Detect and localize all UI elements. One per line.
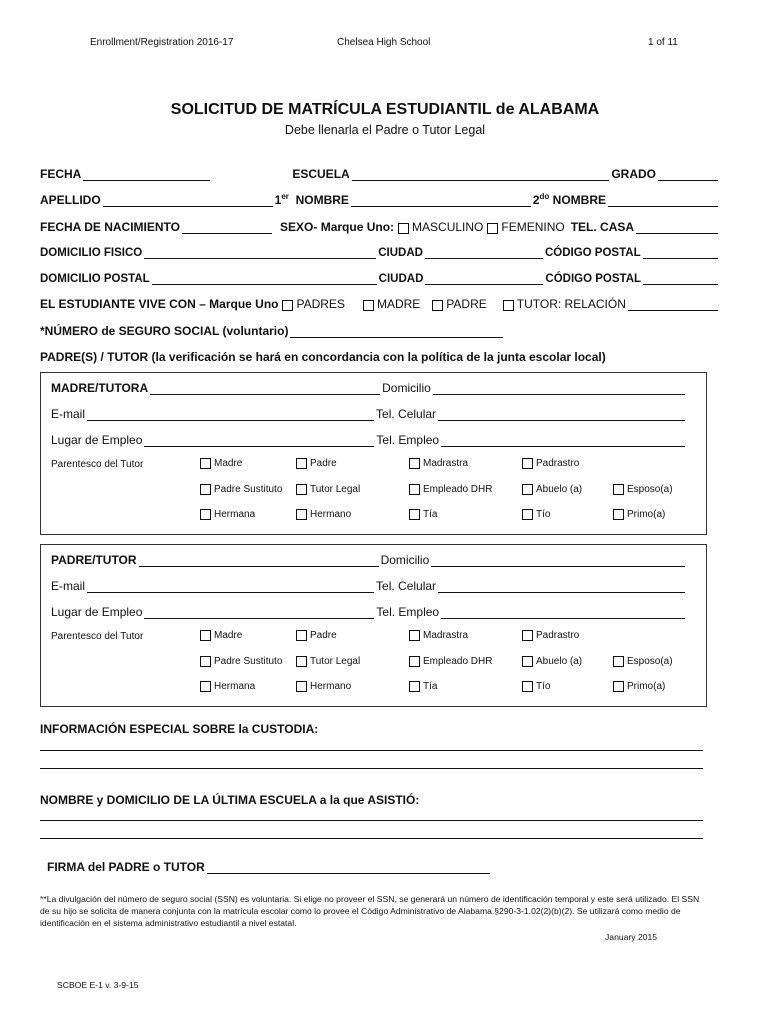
madre-email-row	[51, 405, 687, 421]
checkbox-icon[interactable]	[522, 630, 533, 641]
padre-rel-empleado-dhr[interactable]: Empleado DHR	[409, 656, 492, 667]
checkbox-icon[interactable]	[522, 458, 533, 469]
checkbox-icon[interactable]	[409, 484, 420, 495]
madre-rel-hermana[interactable]: Hermana	[200, 509, 255, 520]
grado-field[interactable]	[658, 168, 718, 181]
checkbox-icon[interactable]	[613, 681, 624, 692]
row-vive-con	[40, 295, 720, 311]
padre-rel-abuelo[interactable]: Abuelo (a)	[522, 656, 582, 667]
domicilio-postal-field[interactable]	[152, 272, 377, 285]
row-domicilio-postal	[40, 269, 720, 285]
padre-empleo-row	[51, 603, 687, 619]
madre-rel-madre[interactable]: Madre	[200, 458, 242, 469]
padre-rel-tio[interactable]: Tío	[522, 681, 550, 692]
madre-domicilio-label: Domicilio	[382, 381, 431, 395]
checkbox-icon[interactable]	[200, 630, 211, 641]
padre-empleo-field[interactable]	[144, 606, 374, 619]
domicilio-fisico-field[interactable]	[144, 246, 376, 259]
page-title: SOLICITUD DE MATRÍCULA ESTUDIANTIL de ALABAMA	[170, 101, 600, 118]
femenino-checkbox[interactable]	[487, 223, 498, 234]
padre-rel-padrastro[interactable]: Padrastro	[522, 630, 579, 641]
revision-date: January 2015	[605, 932, 658, 942]
madre-rel-padrastro[interactable]: Padrastro	[522, 458, 579, 469]
ciudad-postal-field[interactable]	[425, 272, 543, 285]
checkbox-icon[interactable]	[200, 681, 211, 692]
checkbox-icon[interactable]	[522, 681, 533, 692]
padre-celular-label: Tel. Celular	[376, 579, 437, 593]
row-domicilio-fisico	[40, 243, 720, 259]
padre-tutor-label: PADRE/TUTOR	[51, 553, 137, 567]
guardian-box-padre	[40, 544, 707, 707]
checkbox-icon[interactable]	[522, 484, 533, 495]
madre-rel-hermano[interactable]: Hermano	[296, 509, 351, 520]
segundo-nombre-field[interactable]	[608, 194, 718, 207]
tel-casa-label: TEL. CASA	[570, 220, 635, 234]
padre-domicilio-field[interactable]	[431, 554, 685, 567]
checkbox-icon[interactable]	[409, 458, 420, 469]
padres-checkbox[interactable]	[282, 300, 293, 311]
row-fecha-escuela-grado	[40, 165, 720, 181]
padre-name-row	[51, 551, 687, 567]
ciudad-postal-label: CIUDAD	[378, 273, 424, 285]
apellido-field[interactable]	[103, 194, 273, 207]
grado-label: GRADO	[611, 167, 656, 181]
checkbox-icon[interactable]	[296, 484, 307, 495]
header-school: Chelsea High School	[337, 37, 431, 48]
madre-empleo-row	[51, 431, 687, 447]
header-left: Enrollment/Registration 2016-17	[90, 37, 234, 48]
row-ssn	[40, 322, 720, 338]
tel-casa-field[interactable]	[636, 221, 718, 234]
padres-tutor-heading: PADRE(S) / TUTOR (la verificación se hará en concordancia con la política de la junta escolar local)	[40, 350, 606, 364]
checkbox-icon[interactable]	[613, 509, 624, 520]
padre-empleo-label: Lugar de Empleo	[51, 605, 143, 619]
padre-rel-primo[interactable]: Primo(a)	[613, 681, 665, 692]
codigo-postal-label: CÓDIGO POSTAL	[544, 247, 641, 259]
ultima-escuela-heading: NOMBRE y DOMICILIO DE LA ÚLTIMA ESCUELA a la que ASISTIÓ:	[40, 793, 420, 807]
padre-email-row	[51, 577, 687, 593]
sexo-label: SEXO- Marque Uno:	[280, 220, 395, 234]
row-nacimiento-sexo	[40, 218, 720, 234]
ssn-field[interactable]	[290, 325, 503, 338]
madre-empleo-label: Lugar de Empleo	[51, 433, 143, 447]
domicilio-postal-label: DOMICILIO POSTAL	[40, 273, 150, 285]
custodia-line-1[interactable]	[40, 750, 703, 751]
madre-rel-esposo[interactable]: Esposo(a)	[613, 484, 673, 495]
row-padres-tutor-heading	[40, 348, 720, 364]
madre-celular-field[interactable]	[438, 408, 685, 421]
padre-email-label: E-mail	[51, 579, 86, 593]
fecha-nacimiento-label: FECHA DE NACIMIENTO	[40, 220, 181, 234]
padre-parentesco-label: Parentesco del Tutor	[51, 631, 144, 642]
firma-row	[47, 858, 507, 874]
fecha-field[interactable]	[83, 168, 210, 181]
vive-con-label: EL ESTUDIANTE VIVE CON – Marque Uno	[40, 297, 279, 311]
checkbox-icon[interactable]	[200, 458, 211, 469]
madre-email-field[interactable]	[87, 408, 374, 421]
madre-rel-tutor-legal[interactable]: Tutor Legal	[296, 484, 360, 495]
madre-tel-empleo-field[interactable]	[441, 434, 685, 447]
padre-rel-padre[interactable]: Padre	[296, 630, 337, 641]
checkbox-icon[interactable]	[409, 630, 420, 641]
madre-tel-empleo-label: Tel. Empleo	[376, 433, 440, 447]
tutor-checkbox[interactable]	[503, 300, 514, 311]
checkbox-icon[interactable]	[200, 484, 211, 495]
checkbox-icon[interactable]	[296, 656, 307, 667]
ultima-escuela-line-1[interactable]	[40, 820, 703, 821]
madre-rel-padre[interactable]: Padre	[296, 458, 337, 469]
checkbox-icon[interactable]	[409, 656, 420, 667]
madre-rel-empleado-dhr[interactable]: Empleado DHR	[409, 484, 492, 495]
padres-option: PADRES	[296, 297, 345, 311]
checkbox-icon[interactable]	[613, 484, 624, 495]
codigo-postal-2-field[interactable]	[643, 272, 718, 285]
madre-rel-tio[interactable]: Tío	[522, 509, 550, 520]
madre-rel-abuelo[interactable]: Abuelo (a)	[522, 484, 582, 495]
checkbox-icon[interactable]	[522, 509, 533, 520]
checkbox-icon[interactable]	[200, 509, 211, 520]
ssn-label: *NÚMERO de SEGURO SOCIAL (voluntario)	[40, 324, 289, 338]
madre-rel-madrastra[interactable]: Madrastra	[409, 458, 468, 469]
padre-celular-field[interactable]	[438, 580, 685, 593]
madre-checkbox[interactable]	[363, 300, 374, 311]
row-nombres	[40, 191, 720, 207]
primer-nombre-label: 1er NOMBRE	[274, 192, 349, 207]
custodia-line-2[interactable]	[40, 768, 703, 769]
checkbox-icon[interactable]	[200, 656, 211, 667]
madre-name-field[interactable]	[150, 382, 380, 395]
madre-parentesco-label: Parentesco del Tutor	[51, 459, 144, 470]
checkbox-icon[interactable]	[296, 509, 307, 520]
checkbox-icon[interactable]	[409, 681, 420, 692]
padre-rel-hermana[interactable]: Hermana	[200, 681, 255, 692]
padre-rel-padre-sustituto[interactable]: Padre Sustituto	[200, 656, 282, 667]
madre-tutora-label: MADRE/TUTORA	[51, 381, 149, 395]
femenino-label: FEMENINO	[501, 220, 565, 234]
madre-email-label: E-mail	[51, 407, 86, 421]
checkbox-icon[interactable]	[522, 656, 533, 667]
padre-tel-empleo-label: Tel. Empleo	[376, 605, 440, 619]
domicilio-fisico-label: DOMICILIO FISICO	[40, 247, 143, 259]
padre-rel-hermano[interactable]: Hermano	[296, 681, 351, 692]
firma-field[interactable]	[207, 861, 490, 874]
checkbox-icon[interactable]	[613, 656, 624, 667]
codigo-postal-2-label: CÓDIGO POSTAL	[545, 273, 642, 285]
page-subtitle: Debe llenarla el Padre o Tutor Legal	[284, 123, 486, 137]
checkbox-icon[interactable]	[296, 630, 307, 641]
masculino-checkbox[interactable]	[398, 223, 409, 234]
escuela-field[interactable]	[352, 168, 610, 181]
apellido-label: APELLIDO	[40, 193, 101, 207]
padre-name-field[interactable]	[139, 554, 379, 567]
checkbox-icon[interactable]	[296, 681, 307, 692]
ultima-escuela-line-2[interactable]	[40, 838, 703, 839]
checkbox-icon[interactable]	[409, 509, 420, 520]
header-page-count: 1 of 11	[648, 37, 678, 48]
padre-domicilio-label: Domicilio	[380, 553, 430, 567]
segundo-nombre-label: $2^{do}$ NOMBRE	[532, 192, 606, 207]
madre-rel-tia[interactable]: Tía	[409, 509, 437, 520]
padre-rel-tia[interactable]: Tía	[409, 681, 437, 692]
ciudad-label: CIUDAD	[378, 247, 423, 259]
fecha-nacimiento-field[interactable]	[182, 221, 272, 234]
tutor-relacion-option: TUTOR: RELACIÓN	[516, 297, 626, 311]
form-code: SCBOE E-1 v. 3-9-15	[57, 980, 139, 990]
madre-empleo-field[interactable]	[144, 434, 374, 447]
madre-option: MADRE	[376, 297, 421, 311]
escuela-label: ESCUELA	[292, 167, 350, 181]
fecha-label: FECHA	[40, 167, 82, 181]
padre-rel-madrastra[interactable]: Madrastra	[409, 630, 468, 641]
padre-rel-esposo[interactable]: Esposo(a)	[613, 656, 673, 667]
tutor-relacion-field[interactable]	[628, 298, 718, 311]
firma-label: FIRMA del PADRE o TUTOR	[47, 860, 205, 874]
padre-rel-tutor-legal[interactable]: Tutor Legal	[296, 656, 360, 667]
madre-celular-label: Tel. Celular	[376, 407, 437, 421]
primer-nombre-field[interactable]	[351, 194, 531, 207]
padre-rel-madre[interactable]: Madre	[200, 630, 242, 641]
padre-checkbox[interactable]	[432, 300, 443, 311]
madre-domicilio-field[interactable]	[433, 382, 685, 395]
padre-tel-empleo-field[interactable]	[441, 606, 685, 619]
ssn-footnote: **La divulgación del número de seguro social (SSN) es voluntaria. Si elige no proveer el SSN, se generará un número de identificación temporal y este será utilizado. El SSN de su hijo se solicita de manera conjunta con la matrícula escolar como lo provee el Código Administrativo de Alabama.§290-3-1.02(2)(b)(2). Se utilizará como medio de identificación en el sistema administrativo estudiantil a nivel estatal.	[40, 894, 700, 928]
masculino-label: MASCULINO	[412, 220, 484, 234]
madre-name-row	[51, 379, 687, 395]
padre-email-field[interactable]	[87, 580, 374, 593]
madre-rel-padre-sustituto[interactable]: Padre Sustituto	[200, 484, 282, 495]
ciudad-field[interactable]	[425, 246, 543, 259]
custodia-heading: INFORMACIÓN ESPECIAL SOBRE la CUSTODIA:	[40, 722, 319, 736]
codigo-postal-field[interactable]	[643, 246, 718, 259]
madre-rel-primo[interactable]: Primo(a)	[613, 509, 665, 520]
padre-option: PADRE	[446, 297, 487, 311]
guardian-box-madre	[40, 372, 707, 535]
checkbox-icon[interactable]	[296, 458, 307, 469]
